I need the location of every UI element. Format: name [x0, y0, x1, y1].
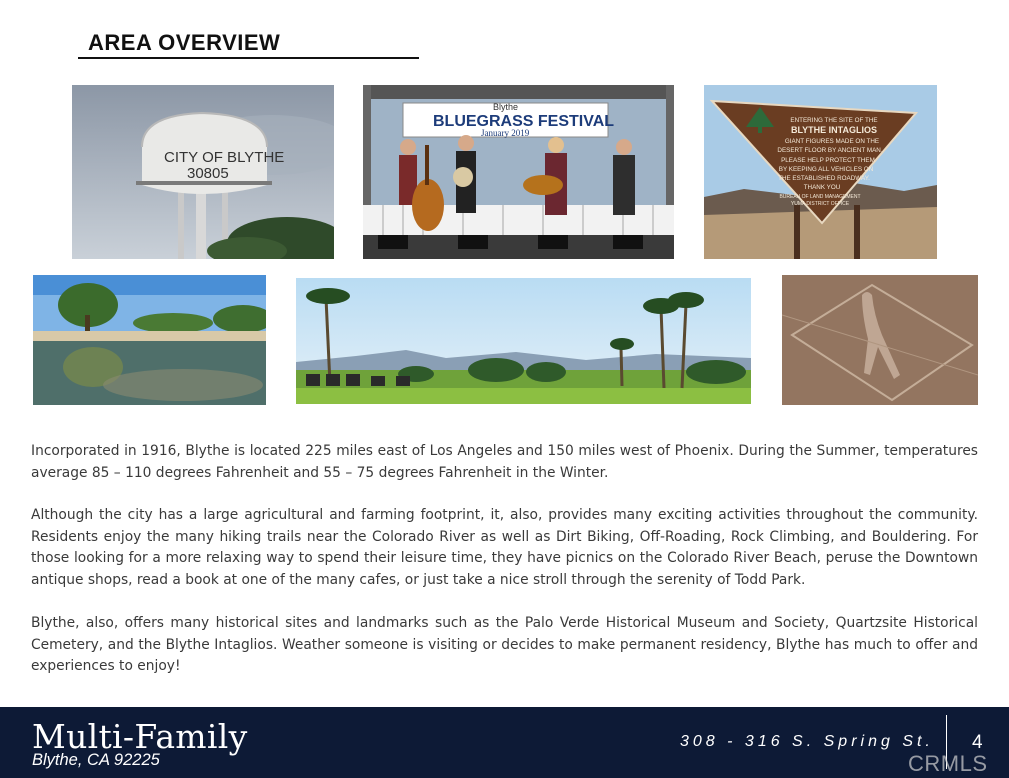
footer-address: 308 - 316 S. Spring St.	[680, 733, 934, 750]
sign-line-5: PLEASE HELP PROTECT THEM	[781, 157, 875, 164]
festival-banner-top: Blythe	[493, 102, 519, 112]
photo-colorado-river	[33, 275, 266, 405]
heading-underline	[78, 57, 419, 59]
intaglios-sign-image	[704, 85, 937, 259]
photo-golf-course	[296, 278, 751, 404]
water-tower-image	[72, 85, 334, 259]
sign-line-3: GIANT FIGURES MADE ON THE	[784, 138, 880, 145]
festival-image	[363, 85, 674, 259]
sign-line-10: YUMA DISTRICT OFFICE	[790, 201, 850, 207]
photo-intaglios-sign	[704, 85, 937, 259]
sign-line-8: THANK YOU	[803, 184, 841, 191]
page-number: 4	[972, 732, 983, 753]
sign-line-1: ENTERING THE SITE OF THE	[790, 117, 878, 124]
page-heading: AREA OVERVIEW	[88, 30, 281, 55]
festival-banner-title: BLUEGRASS FESTIVAL	[433, 113, 615, 130]
photo-aerial-intaglio	[782, 275, 978, 405]
river-image	[33, 275, 266, 405]
festival-banner-date: January 2019	[481, 128, 530, 138]
footer-bar	[0, 707, 1009, 778]
sign-line-9: BUREAU OF LAND MANAGEMENT	[779, 194, 861, 200]
golf-course-image	[296, 278, 751, 404]
paragraph-activities: Although the city has a large agricultural and farming footprint, it, also, provides many exciting activities throughout the community. Residents enjoy the many hiking trails near the Colorado River as well as Dirt Biking, Off-Roading, Rock Climbing, and Bouldering. For those looking for a more relaxing way to spend their leisure time, they have picnics on the Colorado River Beach, peruse the Downtown antique shops, read a book at one of the many cafes, or just take a nice stroll through the serenity of Todd Park.	[31, 507, 978, 589]
paragraph-intro: Incorporated in 1916, Blythe is located 225 miles east of Los Angeles and 150 miles west of Phoenix. During the Summer, temperatures average 85 – 110 degrees Fahrenheit and 55 – 75 degrees Fahrenheit in the Winter.	[31, 443, 978, 481]
footer-location: Blythe, CA 92225	[32, 751, 160, 769]
sign-line-4: DESERT FLOOR BY ANCIENT MAN.	[777, 147, 883, 154]
crmls-watermark: CRMLS	[908, 751, 988, 776]
water-tower-text-1: CITY OF BLYTHE	[164, 149, 285, 166]
aerial-intaglio-image	[782, 275, 978, 405]
photo-water-tower	[72, 85, 334, 259]
sign-line-6: BY KEEPING ALL VEHICLES ON	[778, 166, 874, 173]
footer-title: Multi-Family	[32, 717, 248, 756]
paragraph-history: Blythe, also, offers many historical sites and landmarks such as the Palo Verde Historical Museum and Society, Quartzsite Historical Cemetery, and the Blythe Intaglios. Weather someone is visiting or decides to make permanent residency, Blythe has much to offer and experiences to enjoy!	[31, 615, 978, 675]
sign-line-2: BLYTHE INTAGLIOS	[790, 125, 878, 135]
sign-line-7: THE ESTABLISHED ROADWAY.	[778, 175, 870, 182]
water-tower-text-2: 30805	[187, 165, 229, 182]
photo-bluegrass-festival	[363, 85, 674, 259]
